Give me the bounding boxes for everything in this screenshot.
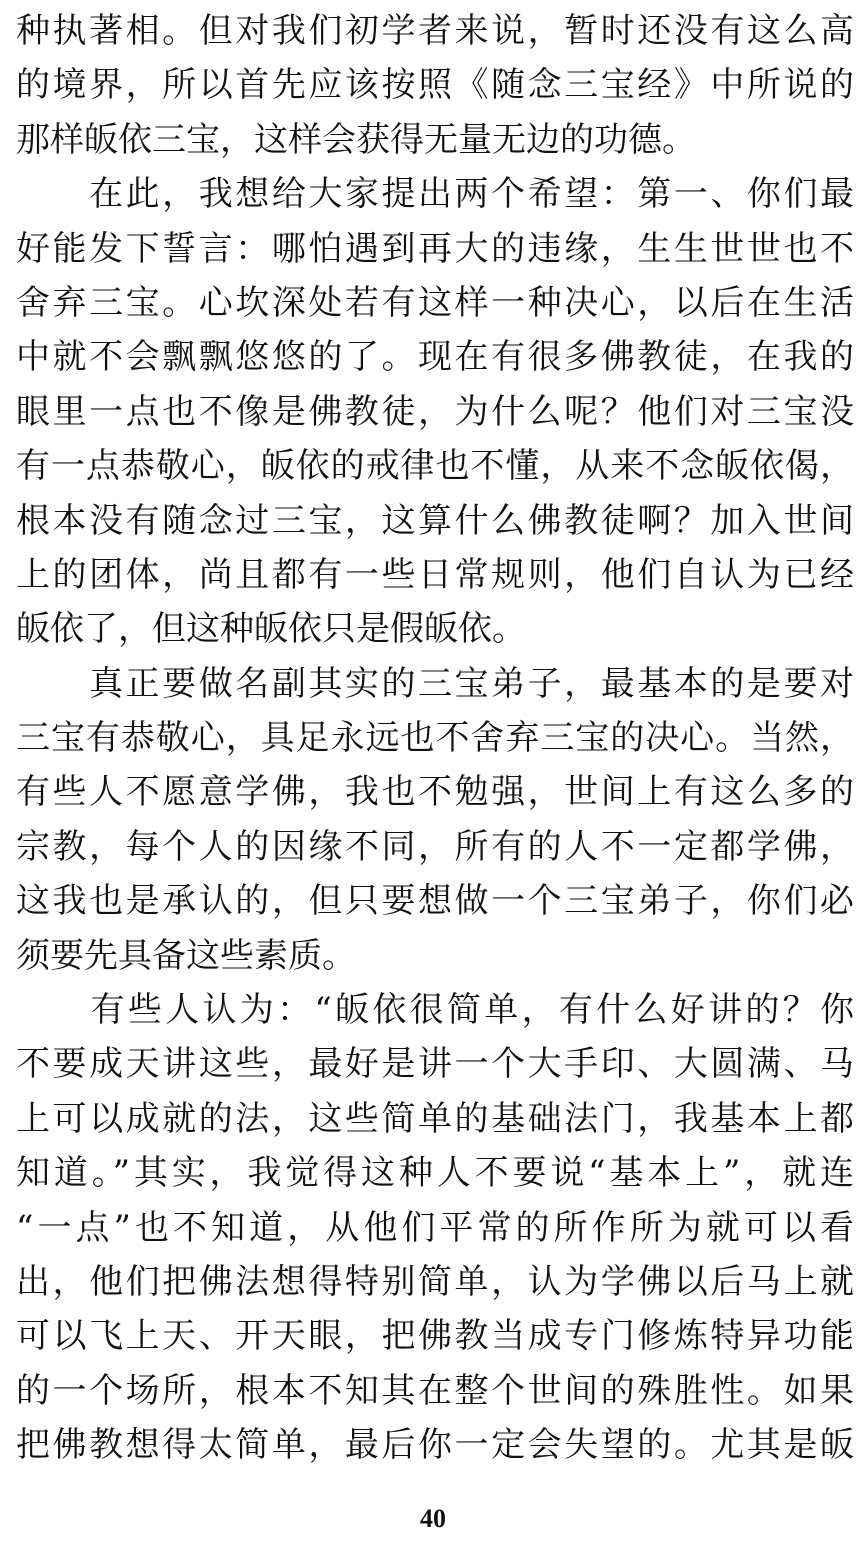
text-line: 好能发下誓言：哪怕遇到再大的违缘，生生世世也不 <box>16 228 854 269</box>
page-number: 40 <box>420 1504 446 1533</box>
text-line: 在此，我想给大家提出两个希望：第一、你们最 <box>16 174 854 215</box>
text-line: 眼里一点也不像是佛教徒，为什么呢？他们对三宝没 <box>16 391 854 432</box>
text-line: 知道。”其实，我觉得这种人不要说“基本上”，就连 <box>16 1153 854 1194</box>
text-line: 三宝有恭敬心，具足永远也不舍弃三宝的决心。当然， <box>16 718 854 759</box>
text-line: 宗教，每个人的因缘不同，所有的人不一定都学佛， <box>16 826 854 867</box>
text-line: 有些人不愿意学佛，我也不勉强，世间上有这么多的 <box>16 772 854 813</box>
text-line: 上的团体，尚且都有一些日常规则，他们自认为已经 <box>16 554 854 595</box>
text-line: 的境界，所以首先应该按照《随念三宝经》中所说的 <box>16 65 854 106</box>
text-line: 这我也是承认的，但只要想做一个三宝弟子，你们必 <box>16 881 854 922</box>
text-line: 出，他们把佛法想得特别简单，认为学佛以后马上就 <box>16 1261 854 1302</box>
text-line: 真正要做名副其实的三宝弟子，最基本的是要对 <box>16 663 854 704</box>
text-line: 舍弃三宝。心坎深处若有这样一种决心，以后在生活 <box>16 282 854 323</box>
text-line: 的一个场所，根本不知其在整个世间的殊胜性。如果 <box>16 1370 854 1411</box>
text-line: 可以飞上天、开天眼，把佛教当成专门修炼特异功能 <box>16 1316 854 1357</box>
text-line: 有些人认为：“皈依很简单，有什么好讲的？你 <box>16 990 854 1031</box>
text-line: 须要先具备这些素质。 <box>16 935 356 976</box>
text-line: 中就不会飘飘悠悠的了。现在有很多佛教徒，在我的 <box>16 337 854 378</box>
text-line: 种执著相。但对我们初学者来说，暂时还没有这么高 <box>16 11 854 51</box>
text-line: 不要成天讲这些，最好是讲一个大手印、大圆满、马 <box>16 1044 854 1085</box>
text-line: 上可以成就的法，这些简单的基础法门，我基本上都 <box>16 1098 854 1139</box>
text-line: 那样皈依三宝，这样会获得无量无边的功德。 <box>16 119 696 160</box>
body-text <box>16 4 854 1473</box>
text-line: 根本没有随念过三宝，这算什么佛教徒啊？加入世间 <box>16 500 854 541</box>
text-line: 皈依了，但这种皈依只是假皈依。 <box>16 609 526 650</box>
text-line: “一点”也不知道，从他们平常的所作所为就可以看 <box>16 1207 854 1248</box>
text-line: 有一点恭敬心，皈依的戒律也不懂，从来不念皈依偈， <box>16 446 854 487</box>
text-line: 把佛教想得太简单，最后你一定会失望的。尤其是皈 <box>16 1425 854 1466</box>
